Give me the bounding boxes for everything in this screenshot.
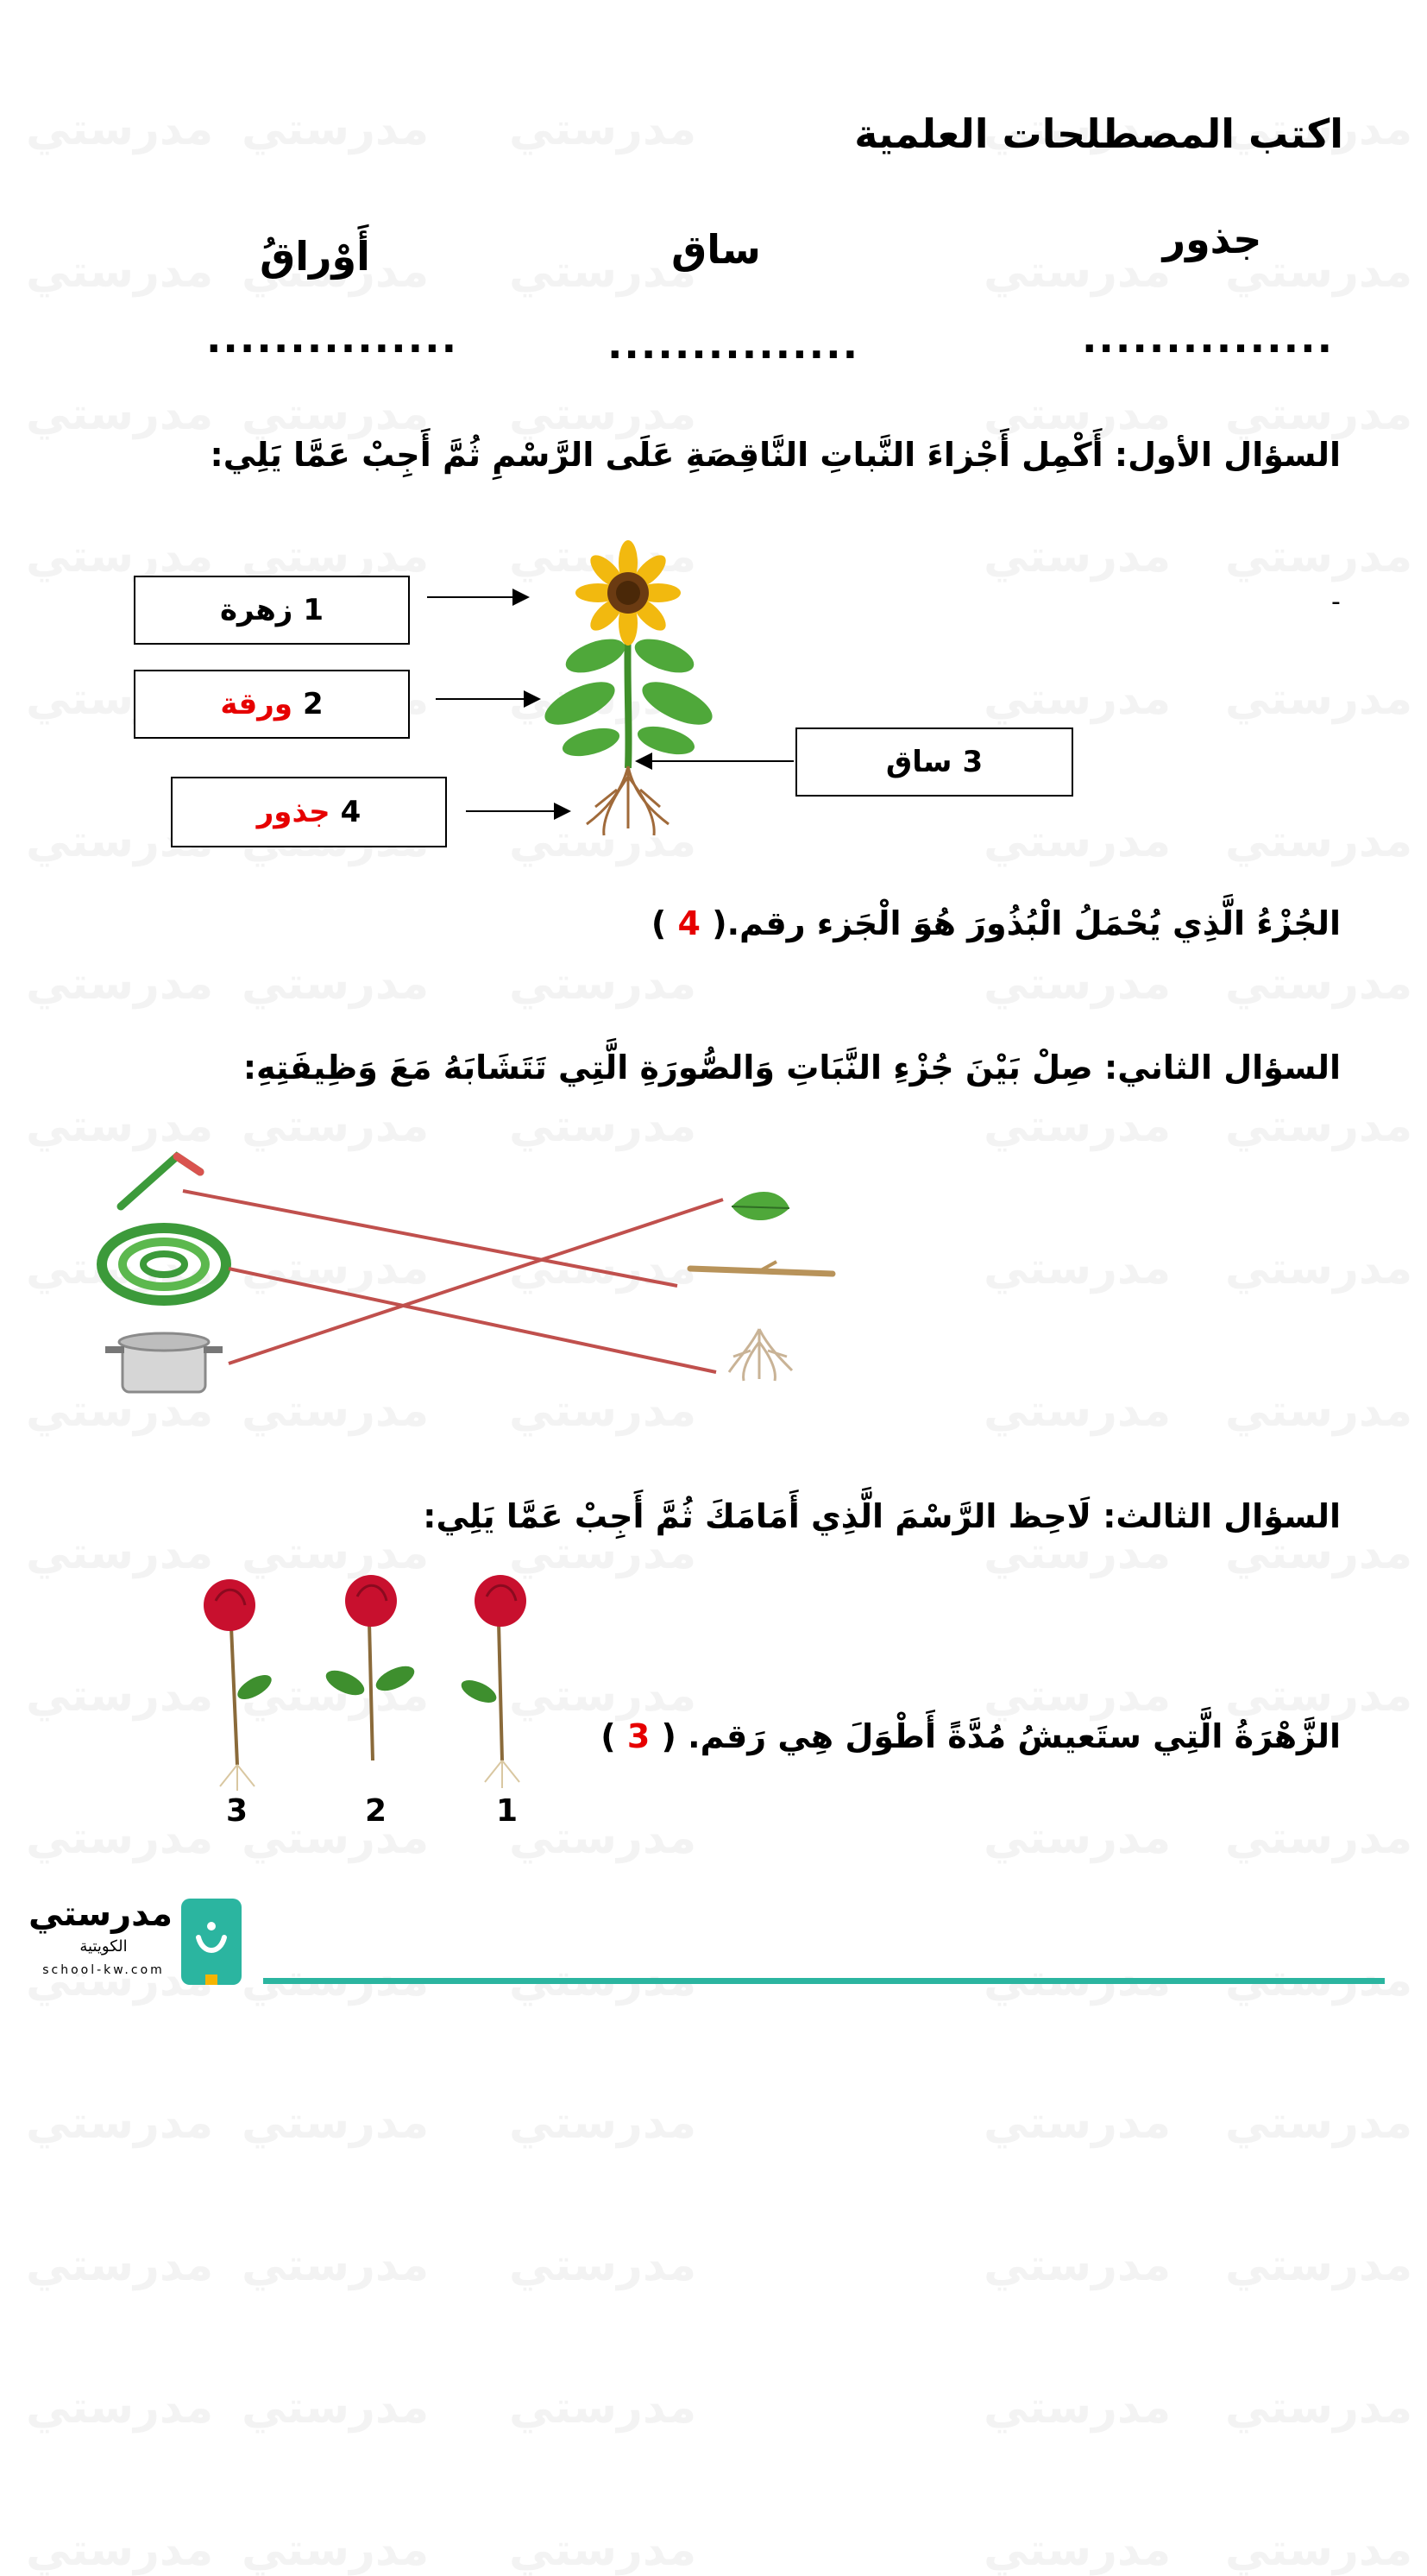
label-number: 4 <box>340 795 361 829</box>
rose-3 <box>204 1579 275 1791</box>
watermark-text <box>1225 1670 1412 1722</box>
hose-icon <box>102 1228 226 1301</box>
watermark-text <box>984 958 1171 1010</box>
watermark-text <box>984 2097 1171 2149</box>
watermark-text <box>1225 673 1412 725</box>
watermark-text <box>242 104 429 155</box>
footer-divider <box>263 1978 1385 1984</box>
q1-answer[interactable]: 4 <box>677 904 701 942</box>
roses-diagram <box>190 1562 552 1830</box>
rose-number-2: 2 <box>365 1793 387 1829</box>
watermark-text <box>1225 816 1412 867</box>
watermark-text <box>26 1670 213 1722</box>
label-number: 1 <box>303 593 324 627</box>
footer-brand: مدرستي <box>28 1894 173 1934</box>
blank-roots[interactable]: ............... <box>1081 315 1335 362</box>
watermark-text <box>1225 531 1412 583</box>
watermark-text <box>984 816 1171 867</box>
watermark-text <box>984 2524 1171 2576</box>
blank-stem[interactable]: ............... <box>607 321 860 368</box>
watermark-text <box>1225 958 1412 1010</box>
watermark-text <box>984 2239 1171 2291</box>
label-number: 3 <box>962 745 984 779</box>
footer-url[interactable]: school-kw.com <box>42 1963 165 1977</box>
watermark-text <box>242 531 429 583</box>
stray-dash: - <box>1331 587 1341 617</box>
q1-prompt: السؤال الأول: أَكْمِل أَجْزاءَ النَّباتِ النَّاقِصَةِ عَلَى الرَّسْمِ ثُمَّ أَجِبْ عَمَّا يَلِي: <box>210 436 1341 474</box>
watermark-text <box>509 2097 696 2149</box>
term-roots: جذور <box>1162 216 1262 262</box>
watermark-text <box>26 1812 213 1864</box>
watermark-text <box>1225 1100 1412 1152</box>
watermark-text <box>509 388 696 440</box>
matching-diagram <box>95 1131 854 1407</box>
page-title: اكتب المصطلحات العلمية <box>854 110 1343 157</box>
logo-icon <box>181 1899 242 1985</box>
q3-question-text: الزَّهْرَةُ الَّتِي ستَعيشُ مُدَّةً أَطْوَلَ هِي رَقم. ( <box>661 1717 1341 1755</box>
watermark-text <box>509 2382 696 2434</box>
label-text: ورقة <box>220 687 292 721</box>
q1-question-text: الجُزْءُ الَّذِي يُحْمَلُ الْبُذُورَ هُوَ الْجَزء رقم.( <box>712 904 1341 942</box>
watermark-text <box>1225 1385 1412 1437</box>
watermark-text <box>1225 2524 1412 2576</box>
pot-icon <box>105 1333 223 1392</box>
watermark-text <box>1225 1243 1412 1294</box>
watermark-text <box>509 958 696 1010</box>
watermark-text <box>26 2239 213 2291</box>
blank-leaves[interactable]: ............... <box>205 315 459 362</box>
watermark-text <box>1225 2239 1412 2291</box>
rose-1 <box>458 1575 526 1788</box>
term-leaves: أَوْراقُ <box>260 233 370 280</box>
rose-2 <box>323 1575 418 1760</box>
q3-prompt: السؤال الثالث: لَاحِظ الرَّسْمَ الَّذِي أَمَامَكَ ثُمَّ أَجِبْ عَمَّا يَلِي: <box>423 1497 1341 1535</box>
watermark-text <box>242 388 429 440</box>
label-text: جذور <box>256 795 330 829</box>
q1-question <box>651 904 1341 942</box>
watermark-text <box>984 2382 1171 2434</box>
label-number: 2 <box>302 687 324 721</box>
label-text: ساق <box>885 745 952 779</box>
watermark-text <box>242 2097 429 2149</box>
watermark-text <box>984 388 1171 440</box>
q3-close: ) <box>600 1717 616 1755</box>
watermark-text <box>984 1243 1171 1294</box>
stem-icon <box>690 1262 833 1274</box>
watermark-text <box>509 2239 696 2291</box>
watermark-text <box>1225 2097 1412 2149</box>
watermark-text <box>984 1100 1171 1152</box>
label-box-1[interactable] <box>134 576 410 645</box>
watermark-text <box>26 2097 213 2149</box>
watermark-text <box>26 2524 213 2576</box>
straw-icon <box>121 1156 200 1206</box>
watermark-text <box>242 2524 429 2576</box>
watermark-text <box>26 531 213 583</box>
label-box-3[interactable] <box>795 727 1073 797</box>
roots-icon <box>729 1329 792 1381</box>
q3-question <box>600 1717 1341 1755</box>
leaf-icon <box>732 1192 789 1220</box>
term-stem: ساق <box>671 226 761 273</box>
watermark-text <box>984 1670 1171 1722</box>
q3-answer[interactable]: 3 <box>626 1717 651 1755</box>
watermark-text <box>1225 1527 1412 1579</box>
watermark-text <box>242 2239 429 2291</box>
watermark-text <box>984 531 1171 583</box>
watermark-text <box>26 958 213 1010</box>
watermark-text <box>509 104 696 155</box>
watermark-text <box>26 1527 213 1579</box>
label-box-2[interactable] <box>134 670 410 739</box>
watermark-text <box>26 2382 213 2434</box>
watermark-text <box>984 1812 1171 1864</box>
watermark-text <box>509 2524 696 2576</box>
watermark-text <box>984 673 1171 725</box>
watermark-text <box>242 2382 429 2434</box>
watermark-text <box>1225 1812 1412 1864</box>
watermark-text <box>26 388 213 440</box>
q1-close: ) <box>651 904 667 942</box>
rose-number-1: 1 <box>496 1793 519 1829</box>
watermark-text <box>984 1385 1171 1437</box>
rose-number-3: 3 <box>226 1793 248 1829</box>
footer-country: الكويتية <box>79 1937 128 1956</box>
watermark-text <box>1225 2382 1412 2434</box>
watermark-text <box>1225 388 1412 440</box>
label-text: زهرة <box>219 593 293 627</box>
sunflower-diagram <box>405 535 820 863</box>
q2-prompt: السؤال الثاني: صِلْ بَيْنَ جُزْءِ النَّبَاتِ وَالصُّورَةِ الَّتِي تَتَشَابَهُ مَعَ وَظِيفَتِهِ: <box>242 1049 1341 1086</box>
watermark-text <box>26 104 213 155</box>
watermark-text <box>242 958 429 1010</box>
watermark-text <box>984 1527 1171 1579</box>
